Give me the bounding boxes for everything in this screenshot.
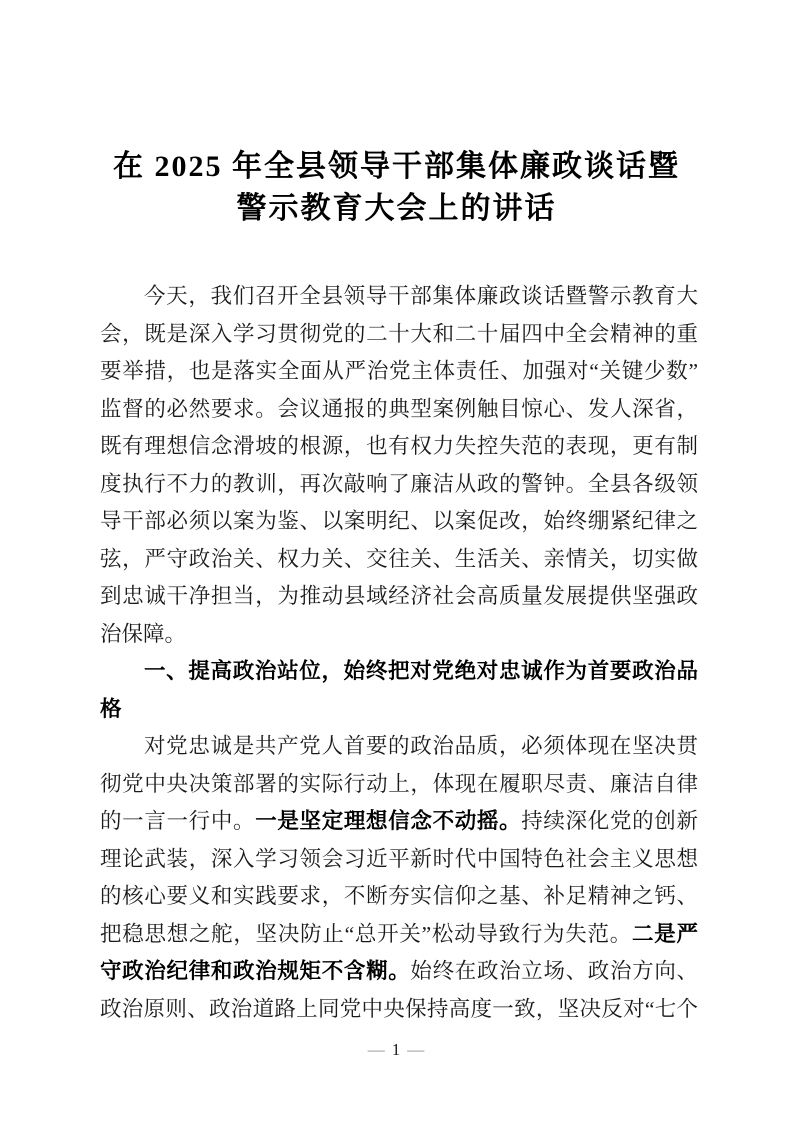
document-body — [100, 278, 698, 1028]
paragraph-line: 导干部必须以案为鉴、以案明纪、以案促改，始终绷紧纪律之 — [100, 509, 698, 533]
paragraph-line: 把稳思想之舵，坚决防止“总开关”松动导致行为失范。二是严 — [100, 921, 698, 946]
paragraph-line: 监督的必然要求。会议通报的典型案例触目惊心、发人深省， — [100, 396, 698, 421]
paragraph-line: 到忠诚干净担当，为推动县域经济社会高质量发展提供坚强政 — [100, 584, 698, 608]
paragraph-line: 会，既是深入学习贯彻党的二十大和二十届四中全会精神的重 — [100, 321, 698, 346]
paragraph-line: 政治原则、政治道路上同党中央保持高度一致，坚决反对“七个 — [100, 996, 698, 1021]
footer-dash-right: — — [407, 1040, 426, 1059]
paragraph-line: 理论武装，深入学习领会习近平新时代中国特色社会主义思想 — [100, 846, 698, 871]
heading-line: 格 — [100, 696, 122, 721]
heading-line: 一、提高政治站位，始终把对党绝对忠诚作为首要政治品 — [144, 659, 698, 683]
footer-dash-left: — — [367, 1040, 386, 1059]
paragraph-line: 今天，我们召开全县领导干部集体廉政谈话暨警示教育大 — [144, 284, 698, 308]
paragraph-line: 守政治纪律和政治规矩不含糊。始终在政治立场、政治方向、 — [100, 959, 698, 983]
paragraph-line: 的一言一行中。一是坚定理想信念不动摇。持续深化党的创新 — [100, 809, 698, 833]
paragraph-line: 治保障。 — [100, 621, 187, 646]
page-number — [0, 1040, 793, 1060]
paragraph-line: 要举措，也是落实全面从严治党主体责任、加强对“关键少数” — [100, 359, 698, 383]
paragraph-line: 度执行不力的教训，再次敲响了廉洁从政的警钟。全县各级领 — [100, 471, 698, 496]
paragraph-line: 既有理想信念滑坡的根源，也有权力失控失范的表现，更有制 — [100, 434, 698, 458]
footer-page-number: 1 — [391, 1040, 402, 1059]
title-line-1: 在 2025 年全县领导干部集体廉政谈话暨 — [113, 150, 680, 183]
paragraph-line: 对党忠诚是共产党人首要的政治品质，必须体现在坚决贯 — [144, 734, 698, 758]
document-title — [60, 0, 733, 230]
paragraph-line: 的核心要义和实践要求，不断夯实信仰之基、补足精神之钙、 — [100, 884, 698, 908]
title-line-2: 警示教育大会上的讲话 — [236, 192, 557, 225]
paragraph-line: 弦，严守政治关、权力关、交往关、生活关、亲情关，切实做 — [100, 546, 698, 571]
paragraph-line: 彻党中央决策部署的实际行动上，体现在履职尽责、廉洁自律 — [100, 771, 698, 796]
